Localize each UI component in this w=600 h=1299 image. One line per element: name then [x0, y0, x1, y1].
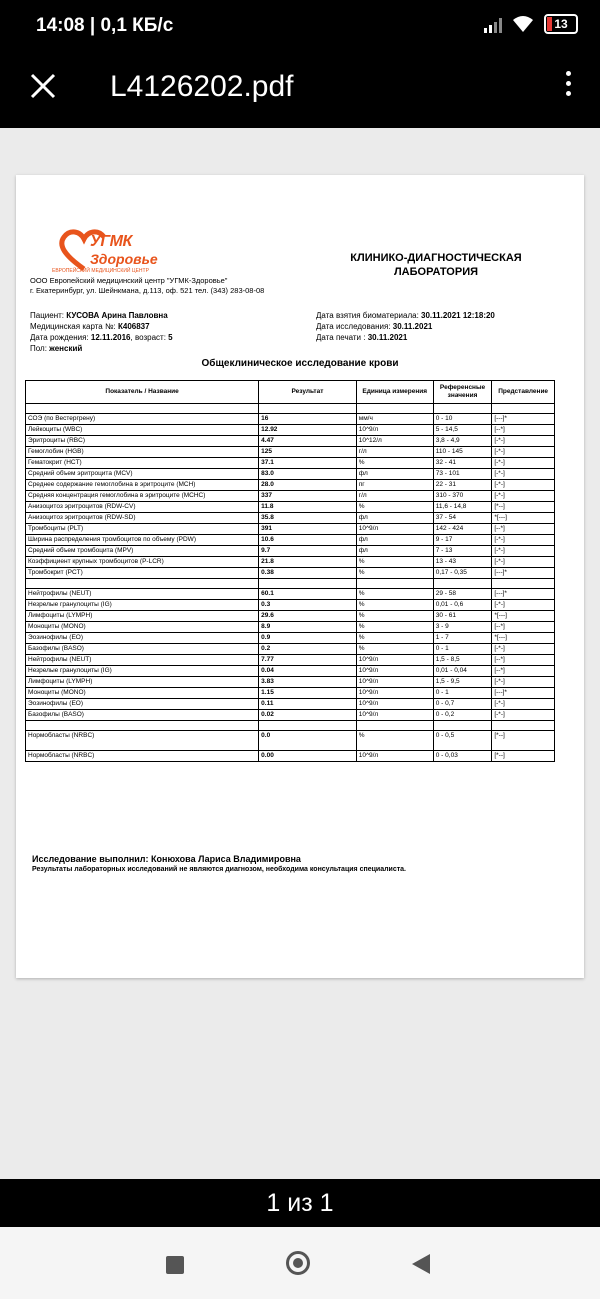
- cell-ref: 1 - 7: [433, 633, 492, 644]
- table-row: [26, 688, 555, 699]
- cell-value: 0.00: [259, 751, 357, 762]
- cell-ref: 13 - 43: [433, 557, 492, 568]
- table-row: [26, 655, 555, 666]
- cell-value: 16: [259, 414, 357, 425]
- cell-value: 28.0: [259, 480, 357, 491]
- cell-value: 0.11: [259, 699, 357, 710]
- cell-unit: %: [356, 589, 433, 600]
- cell-ref: 73 - 101: [433, 469, 492, 480]
- cell-repr: [-*-]: [492, 710, 555, 721]
- cell-repr: [-*-]: [492, 644, 555, 655]
- cell-ref: 29 - 58: [433, 589, 492, 600]
- cell-repr: *[---]: [492, 633, 555, 644]
- cell-name: Тромбокрит (PCT): [26, 568, 259, 579]
- table-row: [26, 600, 555, 611]
- cell-value: 0.38: [259, 568, 357, 579]
- cell-unit: 10^9/л: [356, 751, 433, 762]
- cell-name: Гемоглобин (HGB): [26, 447, 259, 458]
- cell-name: Моноциты (MONO): [26, 688, 259, 699]
- status-time: 14:08 | 0,1 КБ/с: [36, 15, 174, 36]
- cell-ref: 32 - 41: [433, 458, 492, 469]
- cell-name: Незрелые гранулоциты (IG): [26, 666, 259, 677]
- cell-name: Тромбоциты (PLT): [26, 524, 259, 535]
- results-table: [25, 380, 555, 762]
- table-row: [26, 447, 555, 458]
- cell-ref: 0 - 0,2: [433, 710, 492, 721]
- cell-ref: 0 - 10: [433, 414, 492, 425]
- cell-unit: г/л: [356, 447, 433, 458]
- table-row: [26, 469, 555, 480]
- org-info: ООО Европейский медицинский центр "УГМК-Здоровье" г. Екатеринбург, ул. Шейнкмана, д.113, оф. 521 тел. (343) 283-08-08: [30, 276, 265, 295]
- cell-value: 9.7: [259, 546, 357, 557]
- cell-name: Эозинофилы (EO): [26, 699, 259, 710]
- document-title: Общеклиническое исследование крови: [201, 358, 399, 369]
- cell-value: 8.9: [259, 622, 357, 633]
- wifi-icon: [512, 15, 534, 33]
- cell-ref: 5 - 14,5: [433, 425, 492, 436]
- cell-unit: %: [356, 557, 433, 568]
- recents-icon[interactable]: [166, 1256, 184, 1274]
- cell-unit: 10^9/л: [356, 710, 433, 721]
- cell-value: 7.77: [259, 655, 357, 666]
- app-bar: [0, 54, 600, 128]
- cell-unit: 10^9/л: [356, 425, 433, 436]
- col-header-repr: Представление: [492, 381, 555, 404]
- table-row: [26, 699, 555, 710]
- dates-info: Дата взятия биоматериала: 30.11.2021 12:18:20 Дата исследования: 30.11.2021 Дата печати : 30.11.2021: [316, 311, 495, 342]
- cell-value: 337: [259, 491, 357, 502]
- cell-value: 35.8: [259, 513, 357, 524]
- cell-repr: [-*-]: [492, 600, 555, 611]
- performed-by: Исследование выполнил: Конюхова Лариса Владимировна: [32, 854, 301, 864]
- cell-unit: 10^9/л: [356, 677, 433, 688]
- table-row: [26, 480, 555, 491]
- cell-unit: %: [356, 622, 433, 633]
- table-row: [26, 491, 555, 502]
- cell-unit: %: [356, 644, 433, 655]
- table-row: [26, 502, 555, 513]
- cell-unit: мм/ч: [356, 414, 433, 425]
- logo-tagline: ЕВРОПЕЙСКИЙ МЕДИЦИНСКИЙ ЦЕНТР: [52, 268, 149, 274]
- cell-repr: [*--]: [492, 751, 555, 762]
- battery-level: 13: [554, 17, 568, 31]
- cell-value: 0.02: [259, 710, 357, 721]
- cell-ref: 0 - 0,03: [433, 751, 492, 762]
- cell-ref: 110 - 145: [433, 447, 492, 458]
- table-row: [26, 414, 555, 425]
- table-row: [26, 568, 555, 579]
- cell-ref: 0 - 1: [433, 644, 492, 655]
- battery-icon: [544, 14, 578, 34]
- back-icon[interactable]: [412, 1254, 430, 1274]
- cell-value: 391: [259, 524, 357, 535]
- cell-name: Гематокрит (HCT): [26, 458, 259, 469]
- cell-repr: *[---]: [492, 513, 555, 524]
- cell-ref: 22 - 31: [433, 480, 492, 491]
- cell-unit: %: [356, 502, 433, 513]
- table-row: [26, 611, 555, 622]
- cell-repr: [--*]: [492, 666, 555, 677]
- cell-value: 0.04: [259, 666, 357, 677]
- cell-unit: %: [356, 633, 433, 644]
- cell-unit: 10^9/л: [356, 688, 433, 699]
- cell-name: Средний объем тромбоцита (MPV): [26, 546, 259, 557]
- cell-value: 3.83: [259, 677, 357, 688]
- cell-unit: %: [356, 458, 433, 469]
- cell-unit: 10^9/л: [356, 655, 433, 666]
- disclaimer: Результаты лабораторных исследований не являются диагнозом, необходима консультация специалиста.: [32, 866, 407, 873]
- table-row: [26, 622, 555, 633]
- table-row: [26, 535, 555, 546]
- cell-name: Лимфоциты (LYMPH): [26, 677, 259, 688]
- cell-ref: 142 - 424: [433, 524, 492, 535]
- table-row: [26, 546, 555, 557]
- cell-repr: [-*-]: [492, 480, 555, 491]
- cell-name: Базофилы (BASO): [26, 644, 259, 655]
- cell-ref: 310 - 370: [433, 491, 492, 502]
- table-row: [26, 677, 555, 688]
- cell-ref: 30 - 61: [433, 611, 492, 622]
- table-row: [26, 524, 555, 535]
- cell-unit: 10^9/л: [356, 699, 433, 710]
- cell-unit: пг: [356, 480, 433, 491]
- lab-title: КЛИНИКО-ДИАГНОСТИЧЕСКАЯ ЛАБОРАТОРИЯ: [350, 252, 522, 278]
- table-row: [26, 710, 555, 721]
- cell-ref: 1,5 - 8,5: [433, 655, 492, 666]
- cell-name: Лимфоциты (LYMPH): [26, 611, 259, 622]
- cell-unit: г/л: [356, 491, 433, 502]
- cell-name: Эозинофилы (EO): [26, 633, 259, 644]
- cell-unit: фл: [356, 469, 433, 480]
- cell-ref: 0,01 - 0,6: [433, 600, 492, 611]
- cell-name: Ширина распределения тромбоцитов по объему (PDW): [26, 535, 259, 546]
- cell-repr: [*--]: [492, 731, 555, 751]
- col-header-result: Результат: [259, 381, 357, 404]
- cell-unit: %: [356, 731, 433, 751]
- cell-name: Нейтрофилы (NEUT): [26, 655, 259, 666]
- logo-name: УГМК: [90, 233, 132, 250]
- cell-ref: 9 - 17: [433, 535, 492, 546]
- pdf-page: [16, 175, 584, 978]
- cell-value: 60.1: [259, 589, 357, 600]
- table-row: [26, 436, 555, 447]
- cell-value: 37.1: [259, 458, 357, 469]
- cell-value: 21.8: [259, 557, 357, 568]
- cell-repr: [-*-]: [492, 458, 555, 469]
- cell-value: 1.15: [259, 688, 357, 699]
- table-row: [26, 731, 555, 751]
- table-row: [26, 589, 555, 600]
- table-row: [26, 458, 555, 469]
- table-row: [26, 751, 555, 762]
- signal-icon: [484, 15, 502, 33]
- cell-repr: [-*-]: [492, 699, 555, 710]
- cell-value: 125: [259, 447, 357, 458]
- cell-unit: фл: [356, 513, 433, 524]
- cell-name: Анизоцитоз эритроцитов (RDW-CV): [26, 502, 259, 513]
- cell-name: Коэффициент крупных тромбоцитов (P-LCR): [26, 557, 259, 568]
- cell-repr: [--*]: [492, 655, 555, 666]
- cell-repr: [---]*: [492, 589, 555, 600]
- cell-ref: 37 - 54: [433, 513, 492, 524]
- close-icon[interactable]: [26, 69, 60, 103]
- spacer-row: [26, 579, 555, 589]
- spacer-row: [26, 721, 555, 731]
- cell-repr: [-*-]: [492, 447, 555, 458]
- cell-unit: 10^9/л: [356, 666, 433, 677]
- cell-ref: 0 - 0,7: [433, 699, 492, 710]
- cell-name: Средний объем эритроцита (MCV): [26, 469, 259, 480]
- cell-name: Незрелые гранулоциты (IG): [26, 600, 259, 611]
- cell-value: 10.6: [259, 535, 357, 546]
- cell-value: 0.3: [259, 600, 357, 611]
- cell-repr: [-*-]: [492, 677, 555, 688]
- cell-name: Анизоцитоз эритроцитов (RDW-SD): [26, 513, 259, 524]
- cell-value: 0.0: [259, 731, 357, 751]
- cell-name: Среднее содержание гемоглобина в эритроците (MCH): [26, 480, 259, 491]
- spacer-row: [26, 404, 555, 414]
- table-row: [26, 644, 555, 655]
- file-title: L4126202.pdf: [110, 70, 294, 103]
- table-row: [26, 425, 555, 436]
- cell-name: Средняя концентрация гемоглобина в эритроците (MCHC): [26, 491, 259, 502]
- cell-repr: [---]*: [492, 414, 555, 425]
- cell-name: Базофилы (BASO): [26, 710, 259, 721]
- cell-ref: 7 - 13: [433, 546, 492, 557]
- cell-ref: 3 - 9: [433, 622, 492, 633]
- cell-unit: фл: [356, 546, 433, 557]
- cell-repr: [-*-]: [492, 469, 555, 480]
- cell-name: Моноциты (MONO): [26, 622, 259, 633]
- cell-value: 11.8: [259, 502, 357, 513]
- cell-name: СОЭ (по Вестергрену): [26, 414, 259, 425]
- cell-name: Нормобласты (NRBC): [26, 731, 259, 751]
- cell-name: Нормобласты (NRBC): [26, 751, 259, 762]
- patient-info: Пациент: КУСОВА Арина Павловна Медицинская карта №: К406837 Дата рождения: 12.11.2016, возраст: 5 Пол: женский: [30, 311, 173, 353]
- col-header-name: Показатель / Название: [26, 381, 259, 404]
- cell-repr: [---]*: [492, 688, 555, 699]
- more-menu-icon[interactable]: [566, 71, 574, 101]
- cell-repr: *[---]: [492, 611, 555, 622]
- cell-repr: [-*-]: [492, 436, 555, 447]
- table-row: [26, 513, 555, 524]
- cell-value: 29.6: [259, 611, 357, 622]
- page-indicator: 1 из 1: [0, 1179, 600, 1227]
- logo-sub: Здоровье: [90, 251, 158, 267]
- status-bar: [0, 0, 600, 54]
- table-row: [26, 666, 555, 677]
- cell-unit: 10^9/л: [356, 524, 433, 535]
- cell-value: 0.2: [259, 644, 357, 655]
- cell-repr: [--*]: [492, 425, 555, 436]
- cell-repr: [-*-]: [492, 557, 555, 568]
- cell-unit: 10^12/л: [356, 436, 433, 447]
- cell-ref: 0,01 - 0,04: [433, 666, 492, 677]
- cell-unit: %: [356, 568, 433, 579]
- cell-unit: %: [356, 600, 433, 611]
- cell-repr: [--*]: [492, 622, 555, 633]
- cell-value: 0.9: [259, 633, 357, 644]
- cell-unit: %: [356, 611, 433, 622]
- cell-name: Лейкоциты (WBC): [26, 425, 259, 436]
- cell-value: 4.47: [259, 436, 357, 447]
- cell-name: Нейтрофилы (NEUT): [26, 589, 259, 600]
- cell-unit: фл: [356, 535, 433, 546]
- cell-ref: 3,8 - 4,9: [433, 436, 492, 447]
- cell-ref: 1,5 - 9,5: [433, 677, 492, 688]
- cell-value: 83.0: [259, 469, 357, 480]
- table-row: [26, 557, 555, 568]
- col-header-unit: Единица измерения: [356, 381, 433, 404]
- cell-ref: 0 - 0,5: [433, 731, 492, 751]
- cell-value: 12.92: [259, 425, 357, 436]
- cell-repr: [*--]: [492, 502, 555, 513]
- col-header-ref: Референсные значения: [433, 381, 492, 404]
- nav-bar: [0, 1227, 600, 1299]
- cell-name: Эритроциты (RBC): [26, 436, 259, 447]
- cell-repr: [--*]: [492, 524, 555, 535]
- table-row: [26, 633, 555, 644]
- home-icon[interactable]: [286, 1251, 310, 1275]
- cell-ref: 0 - 1: [433, 688, 492, 699]
- cell-repr: [-*-]: [492, 535, 555, 546]
- cell-ref: 11,6 - 14,8: [433, 502, 492, 513]
- cell-ref: 0,17 - 0,35: [433, 568, 492, 579]
- cell-repr: [---]*: [492, 568, 555, 579]
- cell-repr: [-*-]: [492, 546, 555, 557]
- cell-repr: [-*-]: [492, 491, 555, 502]
